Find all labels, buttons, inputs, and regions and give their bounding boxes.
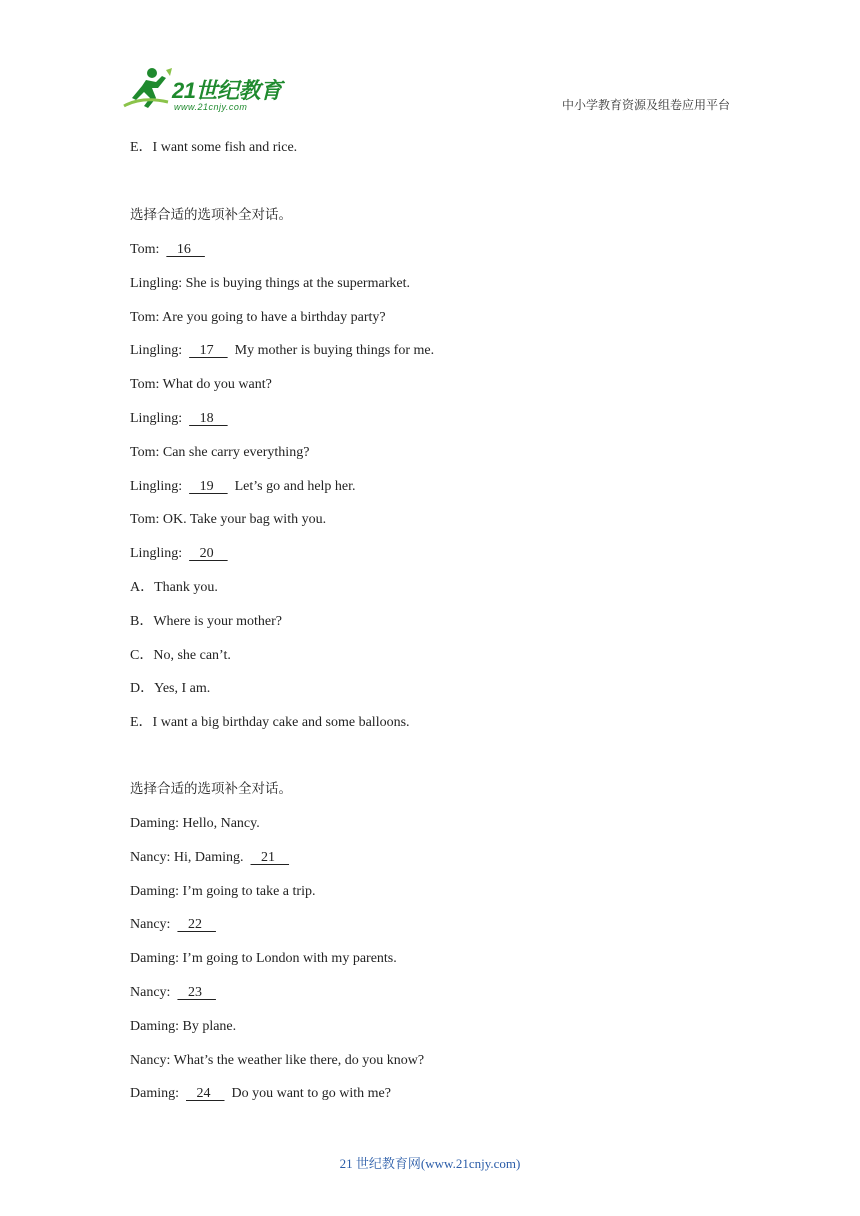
page-footer[interactable]: 21 世纪教育网(www.21cnjy.com) bbox=[339, 1156, 521, 1171]
answer-blank[interactable]: 17 bbox=[189, 343, 228, 359]
dialogue-c-line bbox=[130, 849, 289, 867]
speaker-label: Tom: bbox=[130, 242, 167, 257]
speaker-label: Nancy: bbox=[130, 917, 178, 933]
dialogue-b-line bbox=[130, 241, 205, 259]
dialogue-c-line: Daming: Hello, Nancy. bbox=[130, 816, 260, 831]
logo-title: 21世纪教育 bbox=[172, 78, 282, 103]
line-continuation: My mother is buying things for me. bbox=[227, 343, 435, 359]
answer-blank[interactable]: 19 bbox=[189, 478, 228, 494]
dialogue-c-line: Daming: I’m going to take a trip. bbox=[130, 883, 316, 899]
speaker-label: Lingling: bbox=[130, 343, 190, 359]
dialogue-b-line: Tom: What do you want? bbox=[130, 377, 272, 393]
speaker-label: Nancy: bbox=[130, 985, 178, 1000]
speaker-label: Lingling: bbox=[130, 411, 190, 426]
answer-blank[interactable]: 24 bbox=[186, 1086, 225, 1102]
answer-blank[interactable]: 23 bbox=[177, 985, 216, 1000]
option-item: A．Thank you. bbox=[130, 580, 218, 595]
dialogue-b-line bbox=[130, 342, 434, 360]
dialogue-c-line: Daming: I’m going to London with my parents. bbox=[130, 951, 397, 967]
speaker-label: Lingling: bbox=[130, 478, 190, 494]
option-item: D．Yes, I am. bbox=[130, 681, 211, 697]
dialogue-c-line bbox=[130, 916, 216, 934]
dialogue-b-line bbox=[130, 545, 228, 563]
dialogue-b-line bbox=[130, 410, 228, 428]
answer-blank[interactable]: 16 bbox=[166, 242, 205, 257]
option-item: C．No, she can’t. bbox=[130, 647, 231, 663]
header-tagline: 中小学教育资源及组卷应用平台 bbox=[561, 98, 730, 112]
dialogue-c-line bbox=[130, 1085, 391, 1103]
line-continuation: Let’s go and help her. bbox=[227, 478, 356, 494]
dialogue-b-line: Tom: Are you going to have a birthday party? bbox=[130, 309, 386, 325]
line-continuation: Do you want to go with me? bbox=[224, 1086, 391, 1102]
speaker-label: Lingling: bbox=[130, 546, 190, 562]
answer-blank[interactable]: 18 bbox=[189, 411, 228, 426]
logo-url: www.21cnjy.com bbox=[174, 102, 248, 112]
dialogue-b-line: Lingling: She is buying things at the supermarket. bbox=[130, 275, 410, 291]
option-item: E．I want a big birthday cake and some balloons. bbox=[130, 715, 410, 731]
answer-blank[interactable]: 22 bbox=[177, 917, 216, 933]
instruction-b: 选择合适的选项补全对话。 bbox=[130, 207, 292, 223]
dialogue-c-line: Nancy: What’s the weather like there, do you know? bbox=[130, 1052, 425, 1068]
speaker-label: Daming: bbox=[130, 1086, 186, 1102]
option-e-previous: E．I want some fish and rice. bbox=[130, 140, 298, 155]
dialogue-c-line bbox=[130, 984, 216, 1002]
answer-blank[interactable]: 20 bbox=[189, 546, 228, 562]
instruction-c: 选择合适的选项补全对话。 bbox=[130, 781, 292, 797]
option-item: B．Where is your mother? bbox=[130, 613, 283, 629]
speaker-label: Nancy: Hi, Daming. bbox=[130, 849, 251, 865]
dialogue-b-line: Tom: OK. Take your bag with you. bbox=[130, 512, 327, 528]
dialogue-b-line bbox=[130, 478, 356, 496]
dialogue-b-line: Tom: Can she carry everything? bbox=[130, 444, 310, 460]
runner-logo-icon bbox=[122, 66, 174, 112]
dialogue-c-line: Daming: By plane. bbox=[130, 1018, 237, 1034]
answer-blank[interactable]: 21 bbox=[250, 849, 290, 865]
page-header bbox=[0, 0, 860, 130]
site-logo[interactable] bbox=[122, 66, 292, 116]
